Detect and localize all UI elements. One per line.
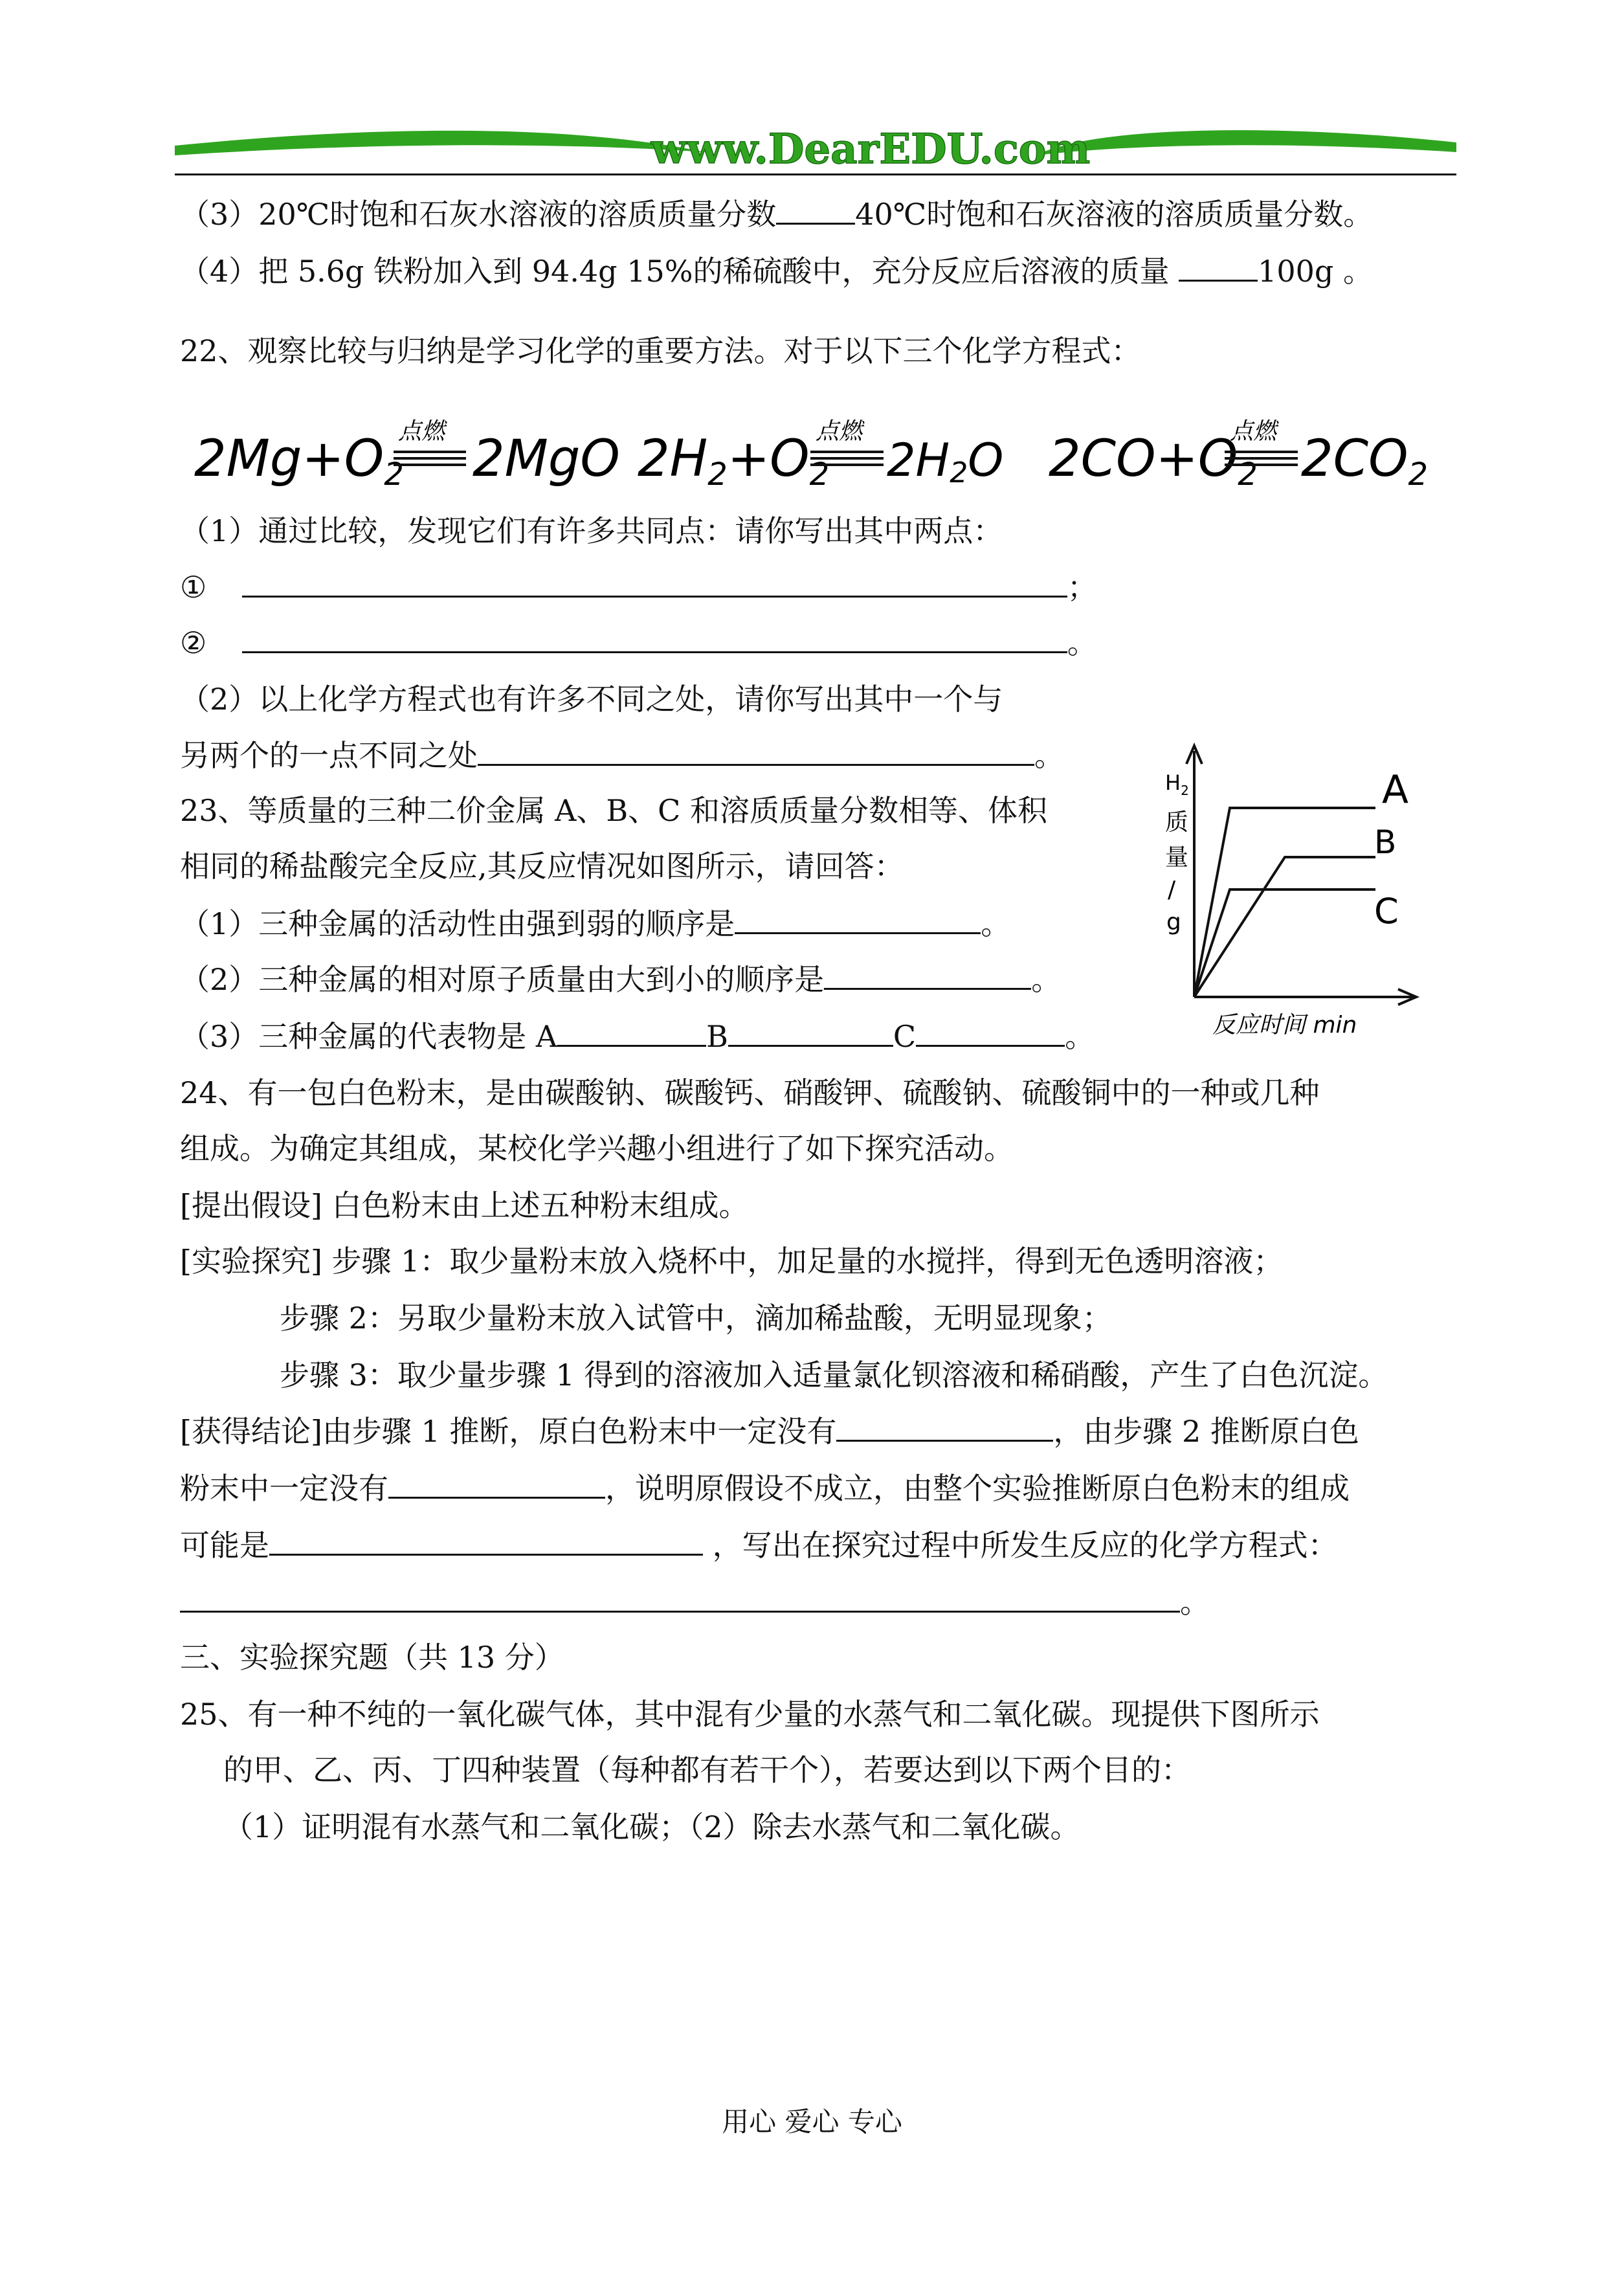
x-axis-label: 反应时间 min xyxy=(1212,1012,1357,1038)
answer-blank[interactable] xyxy=(557,1016,706,1047)
svg-text:2Mg+O2: 2Mg+O2 xyxy=(194,430,404,493)
series-label-c: C xyxy=(1374,891,1399,932)
q24-conclusion-line3: 可能是 ，写出在探究过程中所发生反应的化学方程式： xyxy=(180,1525,1338,1565)
reaction-graph xyxy=(1165,738,1427,1042)
q25-goals: （1）证明混有水蒸气和二氧化碳；（2）除去水蒸气和二氧化碳。 xyxy=(223,1809,1080,1844)
answer-blank[interactable] xyxy=(824,959,1031,990)
q21-part3: （3）20℃时饱和石灰水溶液的溶质质量分数 40℃时饱和石灰溶液的溶质质量分数。 xyxy=(180,194,1373,234)
q22-stem: 22、观察比较与归纳是学习化学的重要方法。对于以下三个化学方程式： xyxy=(180,333,1141,368)
svg-text:质: 质 xyxy=(1165,809,1189,836)
series-label-b: B xyxy=(1374,823,1397,861)
q23-part3: （3）三种金属的代表物是 A B C 。 xyxy=(180,1016,1095,1056)
q22-point1: ① ； xyxy=(180,567,1097,607)
series-line-b xyxy=(1194,857,1375,997)
svg-text:2CO2: 2CO2 xyxy=(1301,430,1429,493)
q24-stem-line1: 24、有一包白色粉末，是由碳酸钠、碳酸钙、硝酸钾、硫酸钠、硫酸铜中的一种或几种 xyxy=(180,1075,1320,1110)
header-banner xyxy=(175,117,1456,175)
q24-conclusion-line2: 粉末中一定没有 ，说明原假设不成立，由整个实验推断原白色粉末的组成 xyxy=(180,1468,1350,1508)
q21-part4: （4）把 5.6g 铁粉加入到 94.4g 15%的稀硫酸中，充分反应后溶液的质量 100g 。 xyxy=(180,251,1373,291)
answer-blank[interactable] xyxy=(242,567,1067,598)
series-line-a xyxy=(1194,808,1375,997)
q23-part2: （2）三种金属的相对原子质量由大到小的顺序是 。 xyxy=(180,959,1061,999)
equation-h2 xyxy=(638,418,1003,493)
svg-text:/: / xyxy=(1168,877,1176,903)
q23-stem-line1: 23、等质量的三种二价金属 A、B、C 和溶质质量分数相等、体积 xyxy=(180,793,1047,828)
svg-text:点燃: 点燃 xyxy=(398,418,445,445)
section3-title: 三、实验探究题（共 13 分） xyxy=(180,1640,564,1675)
q25-stem-line2: 的甲、乙、丙、丁四种装置（每种都有若干个），若要达到以下两个目的： xyxy=(223,1752,1191,1787)
series-label-a: A xyxy=(1382,767,1409,812)
answer-blank[interactable] xyxy=(242,623,1067,653)
equation-co xyxy=(1049,418,1428,493)
equation-mg xyxy=(194,418,620,493)
svg-text:H2: $H_2$ xyxy=(1165,770,1189,798)
svg-text:2H2+O2: 2H2+O2 xyxy=(638,430,830,493)
page-footer: 用心 爱心 专心 xyxy=(722,2106,902,2138)
q24-conclusion-line4: 。 xyxy=(180,1582,1210,1622)
answer-blank[interactable] xyxy=(478,735,1034,766)
q22-part1: （1）通过比较，发现它们有许多共同点：请你写出其中两点： xyxy=(180,513,1003,548)
q24-hypothesis: [提出假设] 白色粉末由上述五种粉末组成。 xyxy=(180,1188,749,1223)
site-logo-text: www.DearEDU.com xyxy=(651,125,1091,173)
svg-text:2MgO: 2MgO xyxy=(473,430,620,488)
svg-text:点燃: 点燃 xyxy=(1230,418,1277,445)
answer-blank[interactable] xyxy=(728,1016,893,1047)
svg-text:点燃: 点燃 xyxy=(816,418,863,445)
svg-text:量: 量 xyxy=(1165,844,1189,871)
q22-point2: ② 。 xyxy=(180,623,1097,662)
answer-blank[interactable] xyxy=(388,1468,605,1499)
svg-text:2H2O: 2H2O xyxy=(887,434,1004,489)
q24-conclusion-line1: [获得结论]由步骤 1 推断，原白色粉末中一定没有 ，由步骤 2 推断原白色 xyxy=(180,1411,1359,1451)
answer-blank[interactable] xyxy=(836,1411,1053,1442)
banner-swoosh-right xyxy=(1036,130,1456,155)
answer-blank[interactable] xyxy=(776,194,855,225)
header-rule xyxy=(175,173,1456,175)
q24-step2: 步骤 2：另取少量粉末放入试管中，滴加稀盐酸，无明显现象； xyxy=(280,1301,1112,1336)
answer-blank[interactable] xyxy=(735,904,981,934)
svg-text:g: g xyxy=(1166,909,1181,935)
answer-blank[interactable] xyxy=(916,1016,1065,1047)
q25-stem-line1: 25、有一种不纯的一氧化碳气体，其中混有少量的水蒸气和二氧化碳。现提供下图所示 xyxy=(180,1697,1320,1732)
banner-swoosh-left xyxy=(175,131,706,155)
chemical-equations xyxy=(188,414,1450,498)
series-line-c xyxy=(1194,889,1375,997)
q23-stem-line2: 相同的稀盐酸完全反应,其反应情况如图所示，请回答： xyxy=(180,849,904,884)
q22-part2-line1: （2）以上化学方程式也有许多不同之处，请你写出其中一个与 xyxy=(180,682,1003,717)
q23-part1: （1）三种金属的活动性由强到弱的顺序是 。 xyxy=(180,904,1010,943)
answer-blank[interactable] xyxy=(1179,251,1258,282)
q22-part2-line2: 另两个的一点不同之处 。 xyxy=(180,735,1064,775)
answer-blank[interactable] xyxy=(269,1525,703,1556)
q24-step3: 步骤 3：取少量步骤 1 得到的溶液加入适量氯化钡溶液和稀硝酸，产生了白色沉淀。 xyxy=(280,1358,1388,1393)
answer-blank[interactable] xyxy=(180,1582,1180,1613)
q24-step1: [实验探究] 步骤 1：取少量粉末放入烧杯中，加足量的水搅拌，得到无色透明溶液； xyxy=(180,1244,1284,1279)
y-axis-label xyxy=(1165,770,1189,935)
svg-text:2CO+O2: 2CO+O2 xyxy=(1049,430,1258,493)
q24-stem-line2: 组成。为确定其组成，某校化学兴趣小组进行了如下探究活动。 xyxy=(180,1131,1014,1166)
